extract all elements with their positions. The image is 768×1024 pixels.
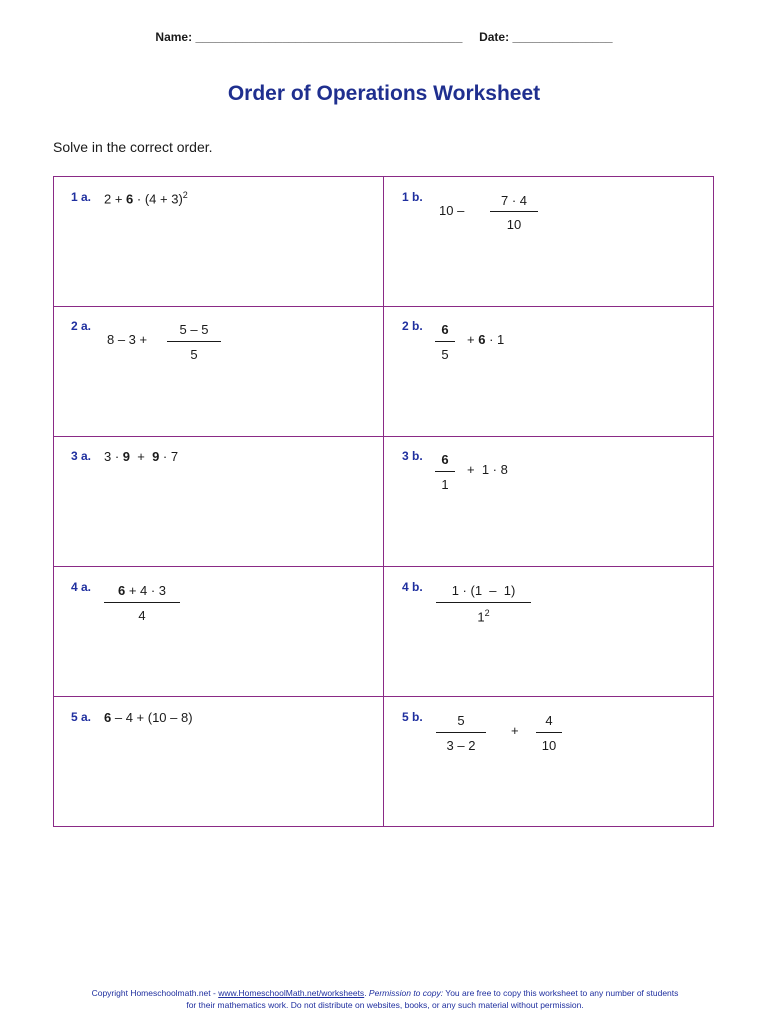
term: 1 <box>477 609 485 625</box>
fraction-bar <box>435 471 455 472</box>
term: · 1 <box>485 332 505 347</box>
term: 2 + <box>104 191 127 207</box>
suffix-2b <box>467 332 504 347</box>
instructions: Solve in the correct order. <box>53 139 213 155</box>
fraction-bar <box>436 602 531 603</box>
problem-label-4b: 4 b. <box>402 580 423 594</box>
term: + <box>130 449 153 464</box>
fraction-bar <box>536 732 562 733</box>
problem-label-1a: 1 a. <box>71 190 92 204</box>
term: · (4 + 3) <box>133 191 183 207</box>
grid-divider <box>53 306 714 307</box>
term: 6 <box>478 332 486 347</box>
denominator-2b: 5 <box>441 347 449 362</box>
numerator-5b-1: 5 <box>457 713 465 728</box>
numerator-2a: 5 – 5 <box>179 322 209 337</box>
problem-label-2a: 2 a. <box>71 319 92 333</box>
denominator-3b: 1 <box>441 477 449 492</box>
problem-label-2b: 2 b. <box>402 319 423 333</box>
expression-1a <box>104 190 188 206</box>
separator: . <box>364 988 369 998</box>
term: 9 <box>152 449 160 464</box>
grid-divider <box>53 566 714 567</box>
numerator-3b: 6 <box>441 452 449 467</box>
denominator-5b-2: 10 <box>541 738 557 753</box>
term: 9 <box>122 449 131 464</box>
page-title: Order of Operations Worksheet <box>227 82 541 105</box>
copyright-footer <box>90 987 680 1011</box>
prefix-1b: 10 – <box>439 203 465 218</box>
date-blank[interactable]: _______________ <box>512 30 613 44</box>
problem-label-4a: 4 a. <box>71 580 92 594</box>
operator-5b: + <box>511 723 519 738</box>
term: + 4 · 3 <box>125 583 167 598</box>
fraction-bar <box>104 602 180 603</box>
problem-label-5b: 5 b. <box>402 710 423 724</box>
exponent: 2 <box>484 608 490 618</box>
date-label: Date: <box>479 30 510 44</box>
denominator-2a: 5 <box>190 347 198 362</box>
numerator-1b: 7 · 4 <box>500 193 527 208</box>
term: 3 · <box>104 449 123 464</box>
denominator-1b: 10 <box>506 217 522 232</box>
numerator-2b: 6 <box>441 322 449 337</box>
numerator-5b-2: 4 <box>545 713 553 728</box>
permission-label: Permission to copy: <box>368 988 444 998</box>
problem-label-5a: 5 a. <box>71 710 92 724</box>
name-blank[interactable]: ________________________________________ <box>195 30 463 44</box>
expression-3a <box>104 449 178 464</box>
expression-5a <box>104 710 193 725</box>
grid-divider <box>53 436 714 437</box>
fraction-bar <box>435 341 455 342</box>
fraction-bar <box>167 341 221 342</box>
grid-divider <box>53 696 714 697</box>
problem-label-3a: 3 a. <box>71 449 92 463</box>
denominator-5b-1: 3 – 2 <box>446 738 476 753</box>
name-label: Name: <box>155 30 193 44</box>
problem-label-1b: 1 b. <box>402 190 423 204</box>
denominator-4a: 4 <box>138 608 146 623</box>
worksheets-link[interactable]: www.HomeschoolMath.net/worksheets <box>218 988 365 998</box>
prefix-2a: 8 – 3 + <box>107 332 148 347</box>
term: – 4 + (10 – 8) <box>111 710 193 725</box>
permission-text: You are free to copy this worksheet to any number of students for their mathematics work. Do not distribute on websites, books, or any such material without permission. <box>186 988 679 1010</box>
term: 6 <box>104 710 112 725</box>
denominator-4b <box>436 608 531 624</box>
exponent: 2 <box>182 190 188 200</box>
term: 6 <box>117 583 126 598</box>
fraction-bar <box>490 211 538 212</box>
grid-divider <box>383 176 384 827</box>
term: 6 <box>126 191 134 207</box>
numerator-4b: 1 · (1 – 1) <box>451 583 516 598</box>
term: · 7 <box>159 449 179 464</box>
numerator-4a <box>104 583 180 598</box>
copyright-text: Copyright Homeschoolmath.net - <box>91 988 219 998</box>
suffix-3b: + 1 · 8 <box>467 462 508 477</box>
term: + <box>467 332 479 347</box>
problem-label-3b: 3 b. <box>402 449 423 463</box>
fraction-bar <box>436 732 486 733</box>
name-date-header <box>0 30 768 44</box>
